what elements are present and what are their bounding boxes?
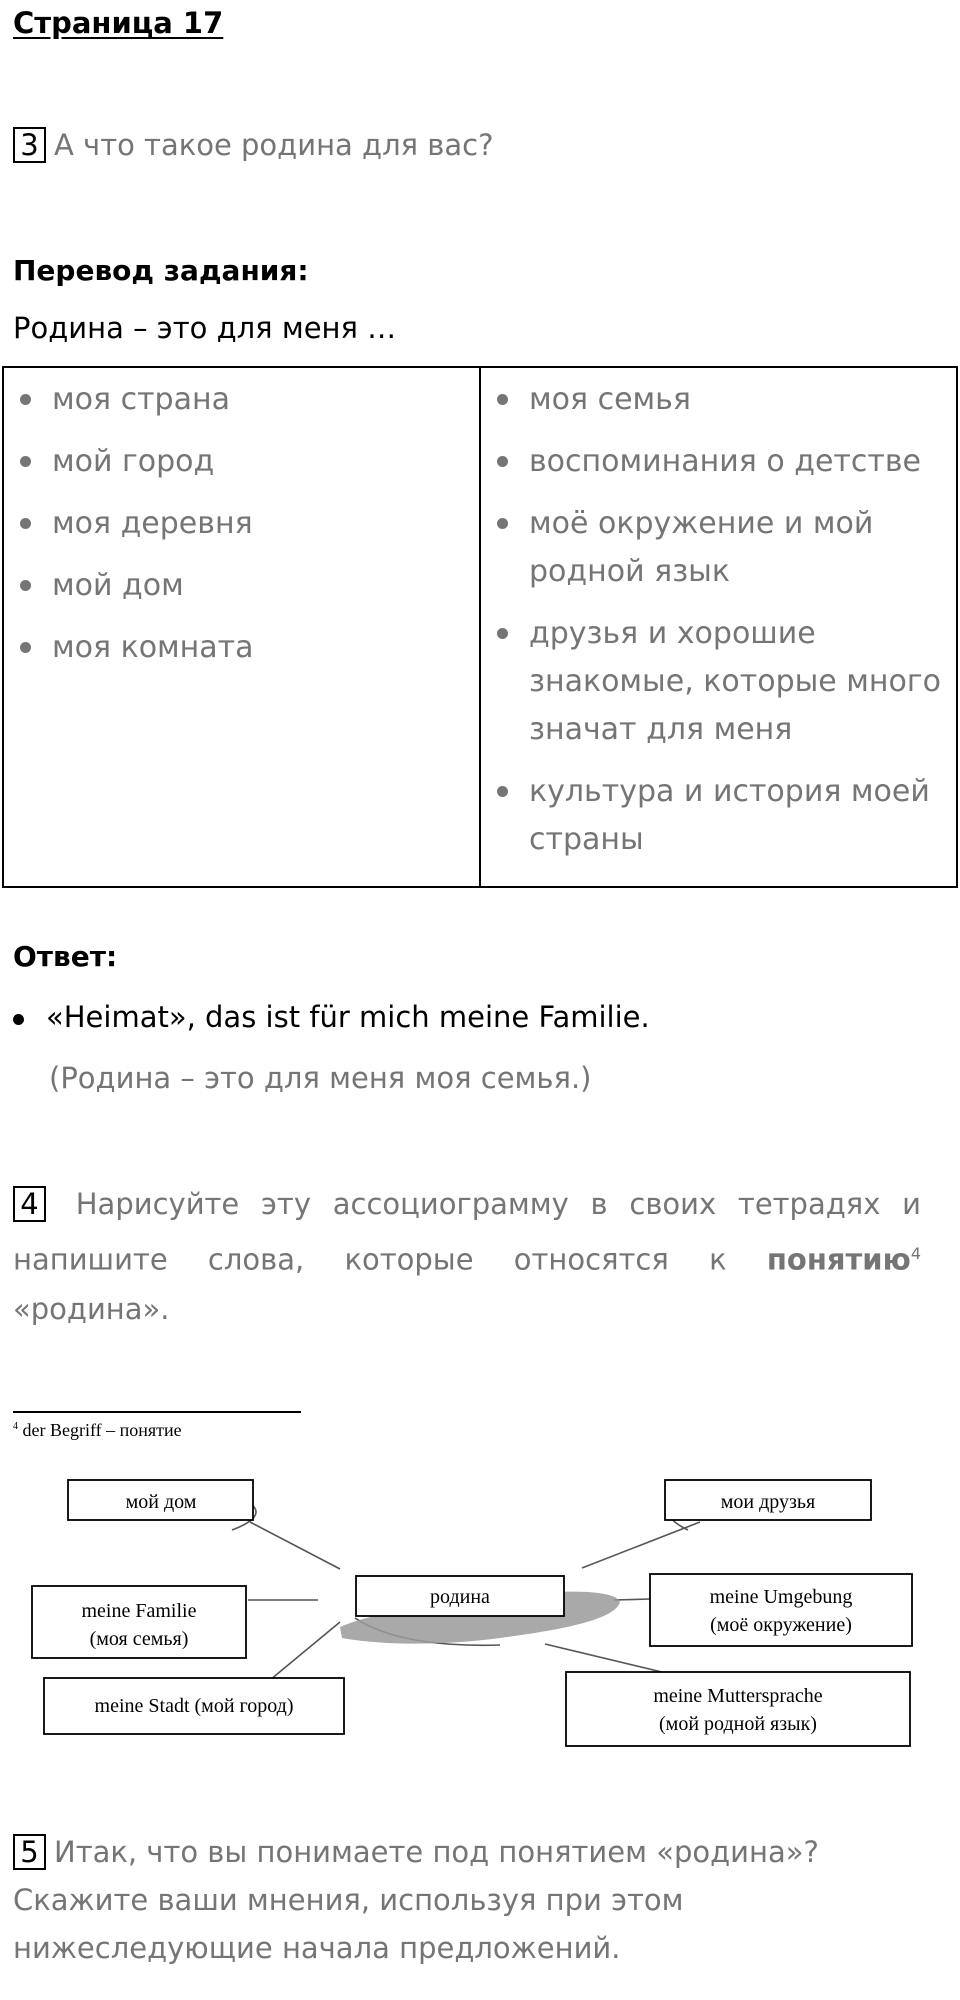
node-top-left: мой дом xyxy=(125,1491,197,1513)
task4-number: 4 xyxy=(13,1186,46,1222)
answer-german-line xyxy=(13,1000,650,1034)
list-item: моя комната xyxy=(14,624,467,672)
task3-number: 3 xyxy=(13,127,46,163)
task5-number: 5 xyxy=(13,1834,46,1870)
task4-text xyxy=(13,1180,921,1334)
node-center: родина xyxy=(430,1586,490,1608)
task3-question-line xyxy=(13,126,493,165)
connector-line xyxy=(545,1644,666,1673)
right-list xyxy=(491,376,944,864)
list-item: культура и история моей страны xyxy=(491,768,944,864)
task4-text-before: Нарисуйте эту ассоциограмму в своих тетрадях и напишите слова, которые относятся к xyxy=(13,1187,921,1277)
list-item: воспоминания о детстве xyxy=(491,438,944,486)
node-mid-right-2: (моё окружение) xyxy=(710,1614,852,1636)
footnote-number: 4 xyxy=(13,1421,18,1432)
connector-line xyxy=(582,1522,700,1568)
task5-text-line1: Итак, что вы понимаете под понятием «родина»? xyxy=(54,1835,819,1869)
connector-line xyxy=(614,1599,650,1600)
task5-text xyxy=(13,1828,943,1972)
node-mid-left-2: (моя семья) xyxy=(89,1628,189,1650)
list-item: моё окружение и мой родной язык xyxy=(491,500,944,596)
bullet-icon xyxy=(13,1014,24,1025)
list-item: мой дом xyxy=(14,562,467,610)
list-item: моя деревня xyxy=(14,500,467,548)
node-mid-left-1: meine Familie xyxy=(81,1600,197,1622)
task5-text-line2: Скажите ваши мнения, используя при этом нижеследующие начала предложений. xyxy=(13,1883,684,1965)
homeland-list-table xyxy=(2,366,958,888)
page-title: Страница 17 xyxy=(13,6,224,40)
list-item: мой город xyxy=(14,438,467,486)
task4-footnote-ref: 4 xyxy=(910,1244,921,1263)
node-mid-right-1: meine Umgebung xyxy=(709,1586,853,1608)
connector-line xyxy=(250,1522,340,1569)
footnote-divider xyxy=(13,1411,301,1413)
left-list xyxy=(14,376,467,672)
answer-german: «Heimat», das ist für mich meine Familie. xyxy=(46,1000,650,1034)
list-item: друзья и хорошие знакомые, которые много значат для меня xyxy=(491,610,944,754)
answer-translation: (Родина – это для меня моя семья.) xyxy=(49,1061,592,1095)
node-bottom-right-2: (мой родной язык) xyxy=(659,1713,817,1735)
footnote xyxy=(13,1420,182,1441)
task4-text-after: «родина». xyxy=(13,1291,170,1326)
list-item: моя семья xyxy=(491,376,944,424)
task5-line1 xyxy=(13,1828,943,1876)
association-diagram xyxy=(0,1470,960,1770)
translation-heading: Перевод задания: xyxy=(13,254,309,287)
task4-bold-word: понятию xyxy=(766,1242,911,1277)
task3-question: А что такое родина для вас? xyxy=(54,128,494,162)
right-column xyxy=(480,367,957,887)
answer-heading: Ответ: xyxy=(13,940,118,973)
node-top-right: мои друзья xyxy=(720,1491,816,1513)
connector-line xyxy=(270,1622,340,1680)
node-bottom-left: meine Stadt (мой город) xyxy=(94,1695,294,1717)
node-bottom-right-1: meine Muttersprache xyxy=(653,1685,823,1707)
footnote-text: der Begriff – понятие xyxy=(22,1420,182,1440)
left-column xyxy=(3,367,480,887)
list-item: моя страна xyxy=(14,376,467,424)
translation-intro: Родина – это для меня … xyxy=(13,311,397,345)
